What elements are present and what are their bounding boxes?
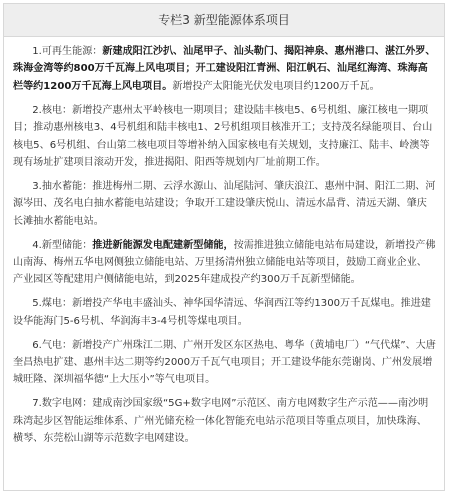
item-lead: 7.数字电网： — [32, 398, 93, 410]
item-text: 新增投产太阳能光伏发电项目约1200万千瓦。 — [172, 80, 380, 92]
item-text: 建成南沙国家级“5G+数字电网”示范区、南方电网数字生产示范——南沙明珠湾起步区智能运维体系、广州光储充检一体化智能充电站示范项目等重点项目，加快珠海、横琴、东莞松山湖等示范数字电网建设。 — [13, 398, 429, 445]
item-text: 按需推进独立储能电站布局建设，新增投产佛山南海、梅州五华电网侧独立储能电站、万里扬清州独立储能电站等项目，鼓励工商业企业、产业园区等配建用户侧储能电站，到2025年建成投产约300万千瓦新型储能。 — [13, 239, 436, 286]
item-lead: 3.抽水蓄能： — [32, 180, 93, 192]
item-text: 新增投产广州珠江二期、广州开发区东区热电、粤华（黄埔电厂）“气代煤”、大唐奎昌热电扩建、惠州丰达二期等约2000万千瓦气电项目；开工建设华能东莞谢岗、广州发展增城旺隆、深圳福华德“上大压小”等气电项目。 — [13, 339, 436, 386]
box-title: 专栏3 新型能源体系项目 — [4, 4, 444, 37]
item-text: 推进梅州二期、云浮水源山、汕尾陆河、肇庆浪江、惠州中洞、阳江二期、河源岑田、茂名电白抽水蓄能电站建设；争取开工建设肇庆悦山、清远水晶背、清远天湖、肇庆长滩抽水蓄能电站。 — [13, 180, 436, 227]
item-lead: 5.煤电： — [32, 298, 73, 310]
item-bold-text: 新建成阳江沙扒、汕尾甲子、汕头勒门、揭阳神泉、惠州港口、湛江外罗、珠海金湾等约800万千瓦海上风电项目；开工建设阳江青洲、阳江帆石、汕尾红海湾、珠海高栏等约1200万千瓦海上风电项目。 — [13, 46, 436, 92]
item-gas-power — [13, 337, 436, 389]
item-pumped-storage — [13, 178, 436, 230]
item-lead: 4.新型储能： — [32, 239, 93, 251]
item-lead: 1.可再生能源： — [32, 46, 103, 57]
item-text: 新增投产惠州太平岭核电一期项目；建设陆丰核电5、6号机组、廉江核电一期项目；推动惠州核电3、4号机组和陆丰核电1、2号机组项目核准开工；支持茂名绿能项目、台山核电5、6号机组、台山第二核电项目等增补纳入国家核电有关规划，支持廉江、陆丰、岭澳等现有场址扩建项目滚动开发，推进揭阳、阳西等规划内厂址前期工作。 — [13, 104, 433, 168]
item-lead: 6.气电： — [32, 339, 73, 351]
item-new-energy-storage — [13, 237, 436, 289]
item-bold-text: 推进新能源发电配建新型储能， — [92, 239, 234, 251]
item-renewable-energy — [13, 43, 436, 95]
item-coal-power — [13, 295, 436, 330]
project-column-box — [3, 3, 445, 491]
box-body — [4, 37, 444, 448]
item-text: 新增投产华电丰盛汕头、神华国华清远、华润西江等约1300万千瓦煤电。推进建设华能海门5-6号机、华润海丰3-4号机等煤电项目。 — [13, 298, 431, 327]
item-nuclear-power — [13, 102, 436, 172]
item-lead: 2.核电： — [32, 104, 73, 116]
item-digital-grid — [13, 395, 436, 447]
